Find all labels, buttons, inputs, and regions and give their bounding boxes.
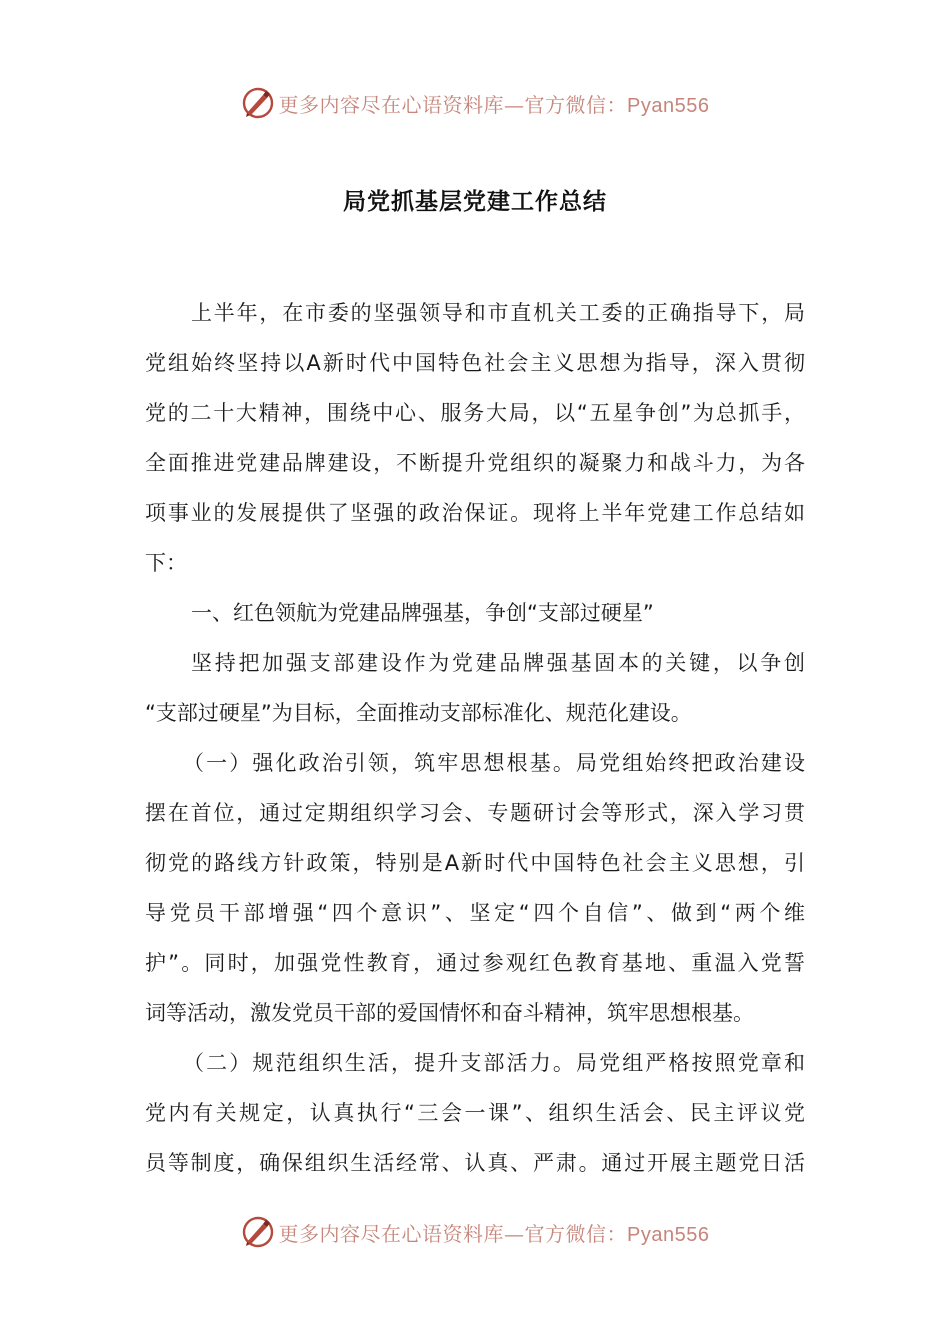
watermark-text: 更多内容尽在心语资料库—官方微信：Pyan556 (278, 92, 710, 117)
text-line: 员等制度，确保组织生活经常、认真、严肃。通过开展主题党日活 (145, 1151, 805, 1175)
section-heading: 一、红色领航为党建品牌强基，争创“支部过硬星” (191, 601, 654, 625)
text-line: 词等活动，激发党员干部的爱国情怀和奋斗精神，筑牢思想根基。 (145, 1001, 754, 1025)
pen-logo-icon (241, 1215, 275, 1249)
text-line: 项事业的发展提供了坚强的政治保证。现将上半年党建工作总结如 (145, 501, 805, 525)
text-line: 护”。同时，加强党性教育，通过参观红色教育基地、重温入党誓 (145, 951, 805, 975)
text-line: 全面推进党建品牌建设，不断提升党组织的凝聚力和战斗力，为各 (145, 451, 805, 475)
text-line: 党的二十大精神，围绕中心、服务大局，以“五星争创”为总抓手， (145, 401, 805, 425)
wechat-id: Pyan556 (627, 1223, 710, 1246)
text-line: 党组始终坚持以A新时代中国特色社会主义思想为指导，深入贯彻 (145, 351, 805, 375)
watermark-footer (0, 1212, 950, 1252)
text-line: （二）规范组织生活，提升支部活力。局党组严格按照党章和 (183, 1051, 805, 1075)
wechat-id: Pyan556 (627, 94, 710, 117)
text-line: 导党员干部增强“四个意识”、坚定“四个自信”、做到“两个维 (145, 901, 805, 925)
text-line: “支部过硬星”为目标，全面推动支部标准化、规范化建设。 (145, 701, 692, 725)
text-line: 摆在首位，通过定期组织学习会、专题研讨会等形式，深入学习贯 (145, 801, 805, 825)
text-line: 彻党的路线方针政策，特别是A新时代中国特色社会主义思想，引 (145, 851, 805, 875)
text-line: 坚持把加强支部建设作为党建品牌强基固本的关键，以争创 (191, 651, 805, 675)
watermark-text: 更多内容尽在心语资料库—官方微信：Pyan556 (278, 1221, 710, 1246)
document-title: 局党抓基层党建工作总结 (343, 189, 607, 215)
document-body (145, 288, 805, 1188)
text-line: 上半年，在市委的坚强领导和市直机关工委的正确指导下，局 (191, 301, 805, 325)
watermark-header (0, 83, 950, 123)
text-line: （一）强化政治引领，筑牢思想根基。局党组始终把政治建设 (183, 751, 805, 775)
text-line: 党内有关规定，认真执行“三会一课”、组织生活会、民主评议党 (145, 1101, 805, 1125)
text-line: 下： (145, 551, 187, 575)
pen-logo-icon (241, 86, 275, 120)
